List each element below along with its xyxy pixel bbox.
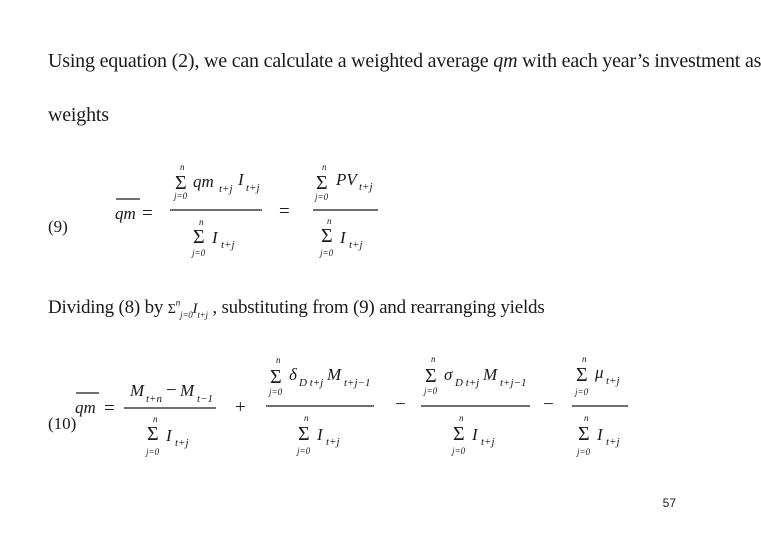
eq10-lhs: qm	[75, 398, 96, 417]
dividing-sub: t+j	[197, 309, 208, 320]
eq9-f1-I-sub: t+j	[246, 182, 260, 194]
eq10-t2-sum: Σ	[270, 366, 282, 388]
eq9-f1-I: I	[238, 170, 244, 189]
eq9-equals-2: =	[279, 201, 290, 222]
eq10-t2-den-sum: Σ	[298, 423, 310, 445]
eq9-f2-den-sub: t+j	[349, 239, 363, 251]
eq10-t1-minus: −	[166, 380, 177, 401]
eq10-t2-delta: δ	[289, 365, 297, 384]
equation-10	[75, 354, 628, 457]
eq9-f2-den-lower: j=0	[320, 248, 334, 258]
eq10-t3-M: M	[483, 365, 498, 384]
eq10-t3-den-I: I	[472, 425, 478, 444]
dividing-upper: n	[175, 297, 181, 308]
eq10-t3-den-sub: t+j	[481, 436, 495, 448]
eq10-plus: +	[235, 397, 246, 418]
eq9-f1-qm-sub: t+j	[219, 183, 233, 195]
eq10-t1-M2-sub: t−1	[197, 393, 213, 405]
eq9-f2-PV-sub: t+j	[359, 181, 373, 193]
eq10-t1-den-lower: j=0	[146, 447, 160, 457]
eq10-equals: =	[104, 398, 115, 419]
eq10-t1-den-I: I	[166, 426, 172, 445]
eq10-t3-sum: Σ	[425, 365, 437, 387]
eq10-t1-M2: M	[180, 381, 195, 400]
eq10-t2-lower: j=0	[269, 387, 283, 397]
eq10-t2-den-sub: t+j	[326, 436, 340, 448]
equation-9-label: (9)	[48, 217, 68, 236]
eq10-t4-lower: j=0	[575, 387, 589, 397]
intro-qm: qm	[493, 50, 518, 72]
eq10-t4-den-lower: j=0	[577, 447, 591, 457]
eq10-t2-den-lower: j=0	[297, 446, 311, 456]
eq10-t1-M1: M	[130, 381, 145, 400]
eq10-t4-den-upper: n	[584, 413, 589, 423]
eq10-t1-den-upper: n	[153, 414, 158, 424]
eq10-t3-den-sum: Σ	[453, 423, 465, 445]
eq9-f2-den-upper: n	[327, 216, 332, 226]
eq10-t1-den-sub: t+j	[175, 437, 189, 449]
intro-text-a: Using equation (2), we can calculate a weighted average	[48, 50, 494, 72]
eq10-t4-mu-sub: t+j	[606, 375, 620, 387]
eq10-t4-mu: μ	[595, 363, 604, 382]
eq10-t4-den-sum: Σ	[578, 423, 590, 445]
eq9-lhs: qm	[115, 204, 136, 223]
eq10-t4-sum: Σ	[576, 364, 588, 386]
eq9-f1-den-sub: t+j	[221, 239, 235, 251]
equation-10-label: (10)	[48, 414, 77, 433]
page-number: 57	[662, 496, 676, 510]
equation-9	[115, 162, 378, 258]
eq10-t2-M: M	[327, 365, 342, 384]
eq10-t2-den-upper: n	[304, 413, 309, 423]
intro-line-2: weights	[48, 104, 109, 126]
eq10-t3-sigma-sub: D t+j	[455, 377, 480, 389]
eq10-t3-lower: j=0	[424, 386, 438, 396]
eq10-t3-den-upper: n	[459, 413, 464, 423]
eq10-t3-upper: n	[431, 354, 436, 364]
eq10-t2-delta-sub: D t+j	[299, 377, 324, 389]
eq10-t2-M-sub: t+j−1	[344, 377, 371, 389]
eq10-t3-M-sub: t+j−1	[500, 377, 527, 389]
eq10-t2-den-I: I	[317, 425, 323, 444]
eq9-f1-upper: n	[180, 162, 185, 172]
eq9-f1-sum: Σ	[175, 172, 187, 194]
dividing-text-b: , substituting from (9) and rearranging yields	[207, 297, 545, 318]
eq10-minus-2: −	[543, 394, 554, 415]
eq10-t4-den-I: I	[597, 425, 603, 444]
eq10-t1-den-sum: Σ	[147, 423, 159, 445]
eq9-f1-lower: j=0	[174, 191, 188, 201]
eq9-f1-den-sum: Σ	[193, 226, 205, 248]
dividing-text-a: Dividing (8) by	[48, 297, 168, 318]
eq10-t4-upper: n	[582, 354, 587, 364]
dividing-term: I	[192, 301, 198, 317]
eq9-f1-den-upper: n	[199, 217, 204, 227]
eq10-t4-den-sub: t+j	[606, 436, 620, 448]
eq9-f1-qm: qm	[193, 172, 214, 191]
eq9-f2-den-I: I	[340, 228, 346, 247]
dividing-sum: Σ	[167, 302, 176, 317]
eq9-f2-sum: Σ	[316, 172, 328, 194]
dividing-lower: j=0	[180, 309, 193, 320]
eq9-f2-den-sum: Σ	[321, 225, 333, 247]
eq9-f2-lower: j=0	[315, 192, 329, 202]
intro-text-b: with each year’s investment as	[517, 50, 761, 72]
eq9-f2-upper: n	[322, 162, 327, 172]
eq10-minus-1: −	[395, 394, 406, 415]
eq9-f1-den-I: I	[212, 228, 218, 247]
eq10-t3-sigma: σ	[444, 365, 453, 384]
eq9-equals-1: =	[142, 203, 153, 224]
eq9-f1-den-lower: j=0	[192, 248, 206, 258]
eq9-f2-PV: PV	[336, 170, 357, 189]
eq10-t1-M1-sub: t+n	[146, 393, 162, 405]
eq10-t3-den-lower: j=0	[452, 446, 466, 456]
eq10-t2-upper: n	[276, 355, 281, 365]
